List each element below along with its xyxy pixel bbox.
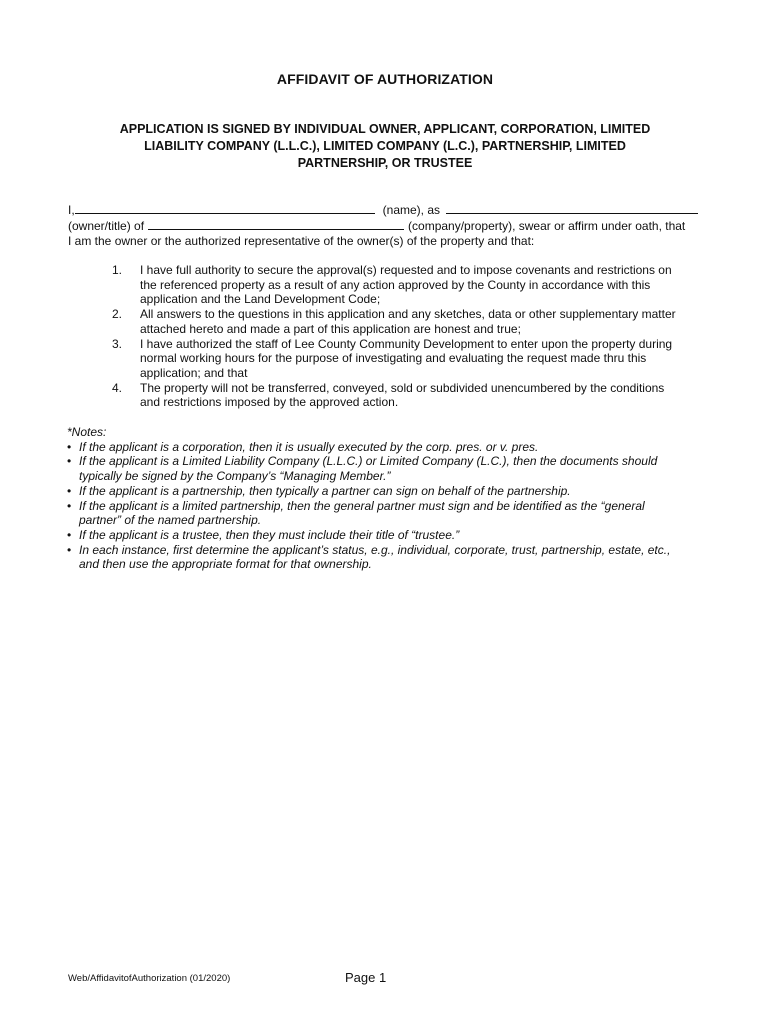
note-text-line: In each instance, first determine the applicant’s status, e.g., individual, corporate, trust, partnership, estate, etc., [79, 542, 671, 557]
note-text [79, 484, 707, 499]
item-text-line: attached hereto and made a part of this application are honest and true; [140, 321, 521, 336]
bullet-icon: • [67, 454, 72, 469]
item-text-line: All answers to the questions in this application and any sketches, data or other supplementary matter [140, 307, 676, 322]
note-item [67, 454, 707, 483]
item-number: 2. [112, 307, 123, 322]
item-text-line: application and the Land Development Code; [140, 292, 381, 307]
note-text [79, 543, 707, 572]
item-text-line: The property will not be transferred, conveyed, sold or subdivided unencumbered by the conditions [140, 380, 665, 395]
item-text-line: normal working hours for the purpose of investigating and evaluating the request made thru this [140, 351, 647, 366]
item-number: 4. [112, 380, 123, 395]
bullet-icon: • [67, 542, 72, 557]
item-text-line: and restrictions imposed by the approved action. [140, 395, 399, 410]
list-item [108, 381, 708, 410]
note-item [67, 440, 707, 455]
list-item [108, 263, 708, 307]
note-text [79, 440, 707, 455]
affirmations-list [108, 263, 708, 410]
note-text-line: If the applicant is a partnership, then typically a partner can sign on behalf of the partnership. [79, 483, 571, 498]
note-text-line: If the applicant is a trustee, then they must include their title of “trustee.” [79, 527, 460, 542]
subtitle-line: PARTNERSHIP, OR TRUSTEE [297, 156, 473, 170]
intro-line-name [68, 202, 708, 218]
item-text-line: application; and that [140, 365, 248, 380]
owner-title-blank[interactable] [446, 202, 698, 214]
owner-title-label: (owner/title) of [68, 219, 145, 233]
list-item [108, 307, 708, 336]
note-text-line: If the applicant is a Limited Liability Company (L.L.C.) or Limited Company (L.C.), then the documents should [79, 454, 658, 469]
note-text [79, 528, 707, 543]
bullet-icon: • [67, 498, 72, 513]
document-title: AFFIDAVIT OF AUTHORIZATION [276, 71, 494, 87]
note-text-line: If the applicant is a limited partnership, then the general partner must sign and be identified as the “general [79, 498, 645, 513]
intro-line-company [68, 218, 708, 234]
notes-heading: *Notes: [67, 425, 107, 439]
list-item [108, 337, 708, 381]
note-text-line: typically be signed by the Company’s “Managing Member.” [79, 469, 391, 484]
note-text [79, 454, 707, 483]
company-blank[interactable] [148, 218, 404, 230]
bullet-icon: • [67, 527, 72, 542]
note-item [67, 528, 707, 543]
item-text [140, 263, 708, 307]
name-label: (name), as [382, 203, 441, 217]
notes-section [67, 425, 707, 572]
note-text-line: and then use the appropriate format for that ownership. [79, 557, 372, 572]
i-label: I, [68, 203, 75, 217]
item-text-line: I have authorized the staff of Lee County Community Development to enter upon the property during [140, 336, 673, 351]
note-item [67, 499, 707, 528]
note-text-line: If the applicant is a corporation, then it is usually executed by the corp. pres. or v. pres. [79, 439, 539, 454]
subtitle-line: APPLICATION IS SIGNED BY INDIVIDUAL OWNER, APPLICANT, CORPORATION, LIMITED [119, 122, 651, 136]
note-item [67, 484, 707, 499]
item-number: 1. [112, 263, 123, 277]
document-subtitle [80, 121, 690, 172]
note-item [67, 543, 707, 572]
subtitle-line: LIABILITY COMPANY (L.L.C.), LIMITED COMPANY (L.C.), PARTNERSHIP, LIMITED [144, 139, 626, 153]
item-text [140, 381, 708, 410]
note-text [79, 499, 707, 528]
page-number: Page 1 [345, 970, 387, 985]
item-text-line: the referenced property as a result of any action approved by the County in accordance with this [140, 277, 651, 292]
intro-line-owner: I am the owner or the authorized representative of the owner(s) of the property and that: [68, 234, 535, 248]
bullet-icon: • [67, 439, 72, 454]
name-blank[interactable] [75, 202, 375, 214]
note-text-line: partner” of the named partnership. [79, 513, 262, 528]
item-text [140, 337, 708, 381]
form-id-footer: Web/AffidavitofAuthorization (01/2020) [68, 973, 231, 984]
item-number: 3. [112, 336, 123, 351]
item-text-line: I have full authority to secure the approval(s) requested and to impose covenants and restrictions on [140, 263, 672, 277]
item-text [140, 307, 708, 336]
company-label: (company/property), swear or affirm under oath, that [408, 219, 686, 233]
notes-list [67, 440, 707, 572]
bullet-icon: • [67, 483, 72, 498]
affidavit-intro [68, 202, 708, 249]
